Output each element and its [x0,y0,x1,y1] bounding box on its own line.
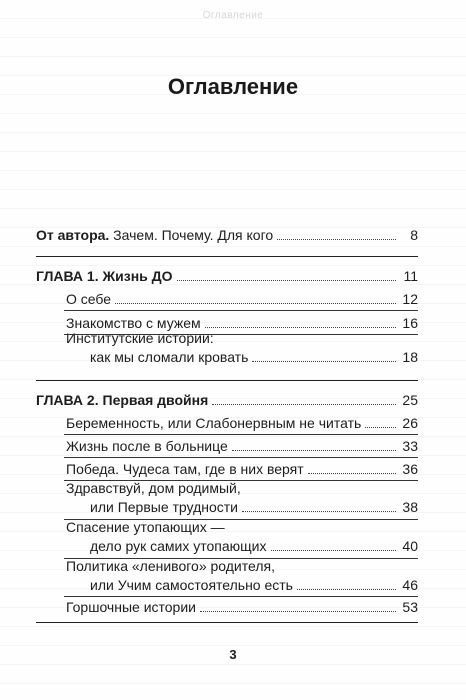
toc-entry-text: Беременность, или Слабонервным не читать [66,415,362,431]
entry-divider [64,434,418,435]
toc-page-number: 18 [402,349,418,365]
running-head: Оглавление [202,10,264,21]
entry-divider [64,457,418,458]
toc-page-number: 11 [403,268,418,284]
toc-entry-text: Институтские истории: [66,330,214,346]
entry-divider [64,519,418,520]
dot-leader [212,404,396,405]
toc-page-number: 12 [402,291,418,307]
toc-entry-text: Знакомство с мужем [66,315,201,331]
chapter-title: ГЛАВА 2. Первая двойня [36,392,209,408]
toc-entry [66,459,418,479]
toc-page-number: 53 [402,599,418,615]
entry-divider [64,558,418,559]
dot-leader [115,303,396,304]
toc-entry [66,597,418,617]
page-number: 3 [229,647,237,662]
toc-entry-text: Жизнь после в больнице [66,438,228,454]
dot-leader [252,361,396,362]
toc-page-number: 36 [402,461,418,477]
toc-entry-text: О себе [66,291,112,307]
toc-entry [66,413,418,433]
toc-entry-text: Здравствуй, дом родимый, [66,480,241,496]
dot-leader [308,473,396,474]
toc-page-number: 38 [402,499,418,515]
toc-entry-text: Горшочные истории [66,599,196,615]
toc-chapter-1 [36,266,418,286]
toc-entry-text: Политика «ленивого» родителя, [66,558,275,574]
page-title: Оглавление [167,74,299,99]
toc-entry-text: или Учим самостоятельно есть [90,577,293,593]
dot-leader [205,327,396,328]
toc-entry [66,289,418,309]
dot-leader [297,589,396,590]
toc-page-number: 46 [402,577,418,593]
entry-divider [64,310,418,311]
toc-entry-text: или Первые трудности [90,499,239,515]
toc-chapter-2 [36,390,418,410]
dot-leader [277,239,396,240]
section-divider [36,256,418,257]
toc-page-number: 33 [402,438,418,454]
toc-entry-author [36,225,418,245]
toc-page-number: 16 [402,315,418,331]
entry-divider [64,596,418,597]
dot-leader [232,450,396,451]
dot-leader [200,611,396,612]
dot-leader [365,427,396,428]
toc-entry-text: дело рук самих утопающих [90,538,267,554]
toc-entry-text: как мы сломали кровать [90,349,249,365]
dot-leader [242,511,396,512]
toc-entry [66,436,418,456]
toc-entry-text: Спасение утопающих — [66,519,225,535]
section-divider [36,622,418,623]
chapter-title: ГЛАВА 1. Жизнь ДО [36,268,173,284]
toc-entry [90,347,418,367]
entry-divider [64,480,418,481]
dot-leader [177,280,396,281]
toc-entry [90,536,418,556]
toc-entry-text: Победа. Чудеса там, где в них верят [66,461,304,477]
toc-entry [90,575,418,595]
toc-entry [90,497,418,517]
toc-entry-text: От автора. Зачем. Почему. Для кого [36,227,274,243]
toc-page-number: 8 [410,227,418,243]
dot-leader [271,550,396,551]
entry-divider [64,334,418,335]
section-divider [36,380,418,381]
toc-page-number: 40 [402,538,418,554]
toc-page-number: 26 [402,415,418,431]
toc-page-number: 25 [402,392,418,408]
